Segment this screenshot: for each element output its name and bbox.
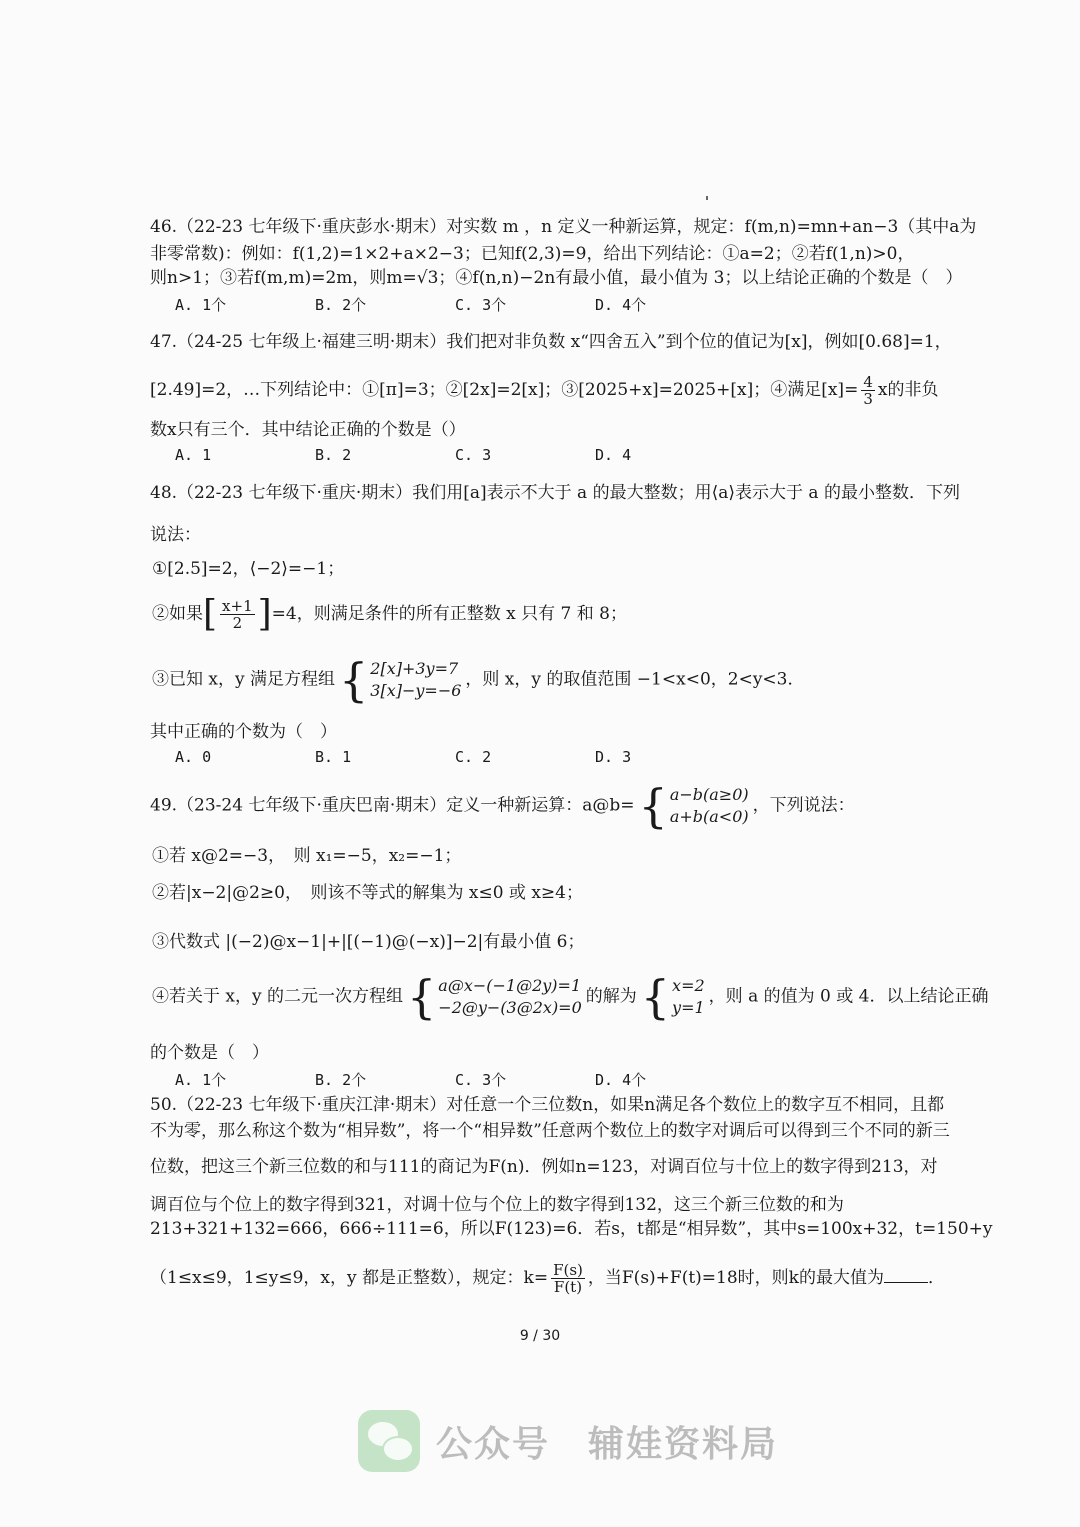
q48-options [175,748,735,766]
q49-sol-2: y=1 [672,998,705,1017]
left-brace-icon: { [638,779,668,833]
q48-fraction-num: x+1 [222,597,253,615]
q49-statement-1: ①若 x@2=−3， 则 x₁=−5，x₂=−1； [152,846,462,866]
q49-def-2: a+b(a<0) [669,807,749,826]
q50-line-6-start: （1≤x≤9，1≤y≤9，x，y 都是正整数），规定：k= [150,1268,549,1288]
q47-fraction-den: 3 [863,390,873,408]
scan-mark [706,196,708,200]
q48-option-c: C. 2 [455,748,492,766]
watermark-text: 公众号 辅娃资料局 [436,1423,779,1465]
left-bracket-icon: [ [203,593,218,635]
q48-s3-start: ③已知 x，y 满足方程组 [152,669,335,690]
q48-option-b: B. 1 [315,748,352,766]
q50-line-6 [150,1262,945,1295]
q48-fraction-den: 2 [232,614,243,632]
q49-options [175,1069,735,1090]
q47-option-b: B. 2 [315,446,352,464]
page-number: 9 / 30 [519,1328,561,1344]
q46-option-d: D. 4个 [595,296,647,314]
q49-statement-4 [152,970,989,1024]
q49-line-1-end: ，下列说法： [752,795,855,816]
q47-line-2-end: x的非负 [877,380,939,400]
watermark [358,1410,778,1472]
q48-fraction [220,598,255,631]
q49-sol-1: x=2 [672,976,705,995]
q48-s2-end: =4，则满足条件的所有正整数 x 只有 7 和 8； [271,604,627,624]
q49-statement-2: ②若|x−2|@2≥0， 则该不等式的解集为 x≤0 或 x≥4； [152,883,583,903]
q46-option-a: A. 1个 [175,296,227,314]
q47-fraction [861,374,875,407]
q49-option-d: D. 4个 [595,1071,647,1089]
q49-option-a: A. 1个 [175,1071,227,1089]
q49-definition [638,779,749,833]
q49-statement-3: ③代数式 |(−2)@x−1|+|[(−1)@(−x)]−2|有最小值 6； [152,932,585,952]
q50-fraction-den: F(t) [553,1278,583,1296]
q48-ask: 其中正确的个数为（ ） [150,722,337,742]
q49-solution [640,970,705,1024]
q50-line-2: 不为零，那么称这个数为“相异数”，将一个“相异数”任意两个数位上的数字对调后可以得到三个不同的新三 [150,1121,950,1141]
q46-option-c: C. 3个 [455,296,507,314]
q47-option-d: D. 4 [595,446,632,464]
q49-equation-system [407,970,582,1024]
q49-def-1: a−b(a≥0) [669,785,749,804]
q46-line-2: 非零常数)：例如：f(1,2)=1×2+a×2−3；已知f(2,3)=9，给出下列结论：①a=2；②若f(1,n)>0， [150,244,915,264]
q50-line-3: 位数，把这三个新三位数的和与111的商记为F(n)．例如n=123，对调百位与十位上的数字得到213，对 [150,1157,938,1177]
left-brace-icon: { [407,970,437,1024]
q50-line-6-end: ． [928,1268,945,1288]
q50-line-1: 50.（22-23 七年级下·重庆江津·期末）对任意一个三位数n，如果n满足各个数位上的数字互不相同，且都 [150,1095,945,1115]
answer-blank[interactable] [884,1266,928,1283]
q46-line-3: 则n>1；③若f(m,m)=2m，则m=√3；④f(n,n)−2n有最小值，最小值为 3；以上结论正确的个数是（ ） [150,268,963,288]
q48-eq-1: 2[x]+3y=7 [370,659,459,678]
q49-s4-end: ，则 a 的值为 0 或 4．以上结论正确 [708,986,989,1007]
q50-fraction [551,1262,585,1295]
q50-fraction-num: F(s) [553,1261,583,1279]
q48-line-2: 说法： [150,525,201,545]
q49-eq-1: a@x−(−1@2y)=1 [438,976,582,995]
right-bracket-icon: ] [257,593,272,635]
q49-line-1 [150,779,855,833]
q49-line-1-start: 49.（23-24 七年级下·重庆巴南·期末）定义一种新运算：a@b= [150,795,635,816]
q48-statement-3 [152,653,805,707]
q49-eq-2: −2@y−(3@2x)=0 [438,998,582,1017]
q46-options [175,294,735,315]
q50-line-4: 调百位与个位上的数字得到321，对调十位与个位上的数字得到132，这三个新三位数的和为 [150,1195,844,1215]
q48-option-a: A. 0 [175,748,212,766]
q47-line-1: 47.（24-25 七年级上·福建三明·期末）我们把对非负数 x“四舍五入”到个位的值记为[x]，例如[0.68]=1， [150,332,952,352]
q49-s4-start: ④若关于 x，y 的二元一次方程组 [152,986,403,1007]
q49-option-c: C. 3个 [455,1071,507,1089]
wechat-icon [358,1410,420,1472]
q50-line-6-mid: ，当F(s)+F(t)=18时，则k的最大值为 [587,1268,884,1288]
left-brace-icon: { [640,970,671,1024]
q48-eq-2: 3[x]−y=−6 [370,681,462,700]
q48-statement-2 [152,593,627,635]
left-brace-icon: { [339,653,369,707]
q48-line-1: 48.（22-23 七年级下·重庆·期末）我们用[a]表示不大于 a 的最大整数；用⟨a⟩表示大于 a 的最小整数．下列 [150,483,960,503]
q47-fraction-num: 4 [863,373,873,391]
q48-s3-end: ，则 x，y 的取值范围 −1<x<0，2<y<3． [465,669,805,690]
q49-ask: 的个数是（ ） [150,1043,269,1063]
q47-line-2-start: [2.49]=2，…下列结论中：①[π]=3；②[2x]=2[x]；③[2025+x]=2025+[x]；④满足[x]= [150,380,859,400]
q48-equation-system [339,653,462,707]
q47-line-3: 数x只有三个．其中结论正确的个数是（） [150,420,466,440]
q48-s2-start: ②如果 [152,604,203,624]
q49-option-b: B. 2个 [315,1071,367,1089]
q47-line-2 [150,374,938,407]
q49-s4-mid: 的解为 [585,986,637,1007]
q47-option-c: C. 3 [455,446,492,464]
q47-options [175,446,735,464]
q47-option-a: A. 1 [175,446,212,464]
q46-option-b: B. 2个 [315,296,367,314]
q46-line-1: 46.（22-23 七年级下·重庆彭水·期末）对实数 m ，n 定义一种新运算，规定：f(m,n)=mn+an−3（其中a为 [150,217,977,237]
q50-line-5: 213+321+132=666，666÷111=6，所以F(123)=6．若s，t都是“相异数”，其中s=100x+32，t=150+y [150,1219,993,1239]
q48-statement-1: ①[2.5]=2，⟨−2⟩=−1； [152,559,345,579]
q48-option-d: D. 3 [595,748,632,766]
